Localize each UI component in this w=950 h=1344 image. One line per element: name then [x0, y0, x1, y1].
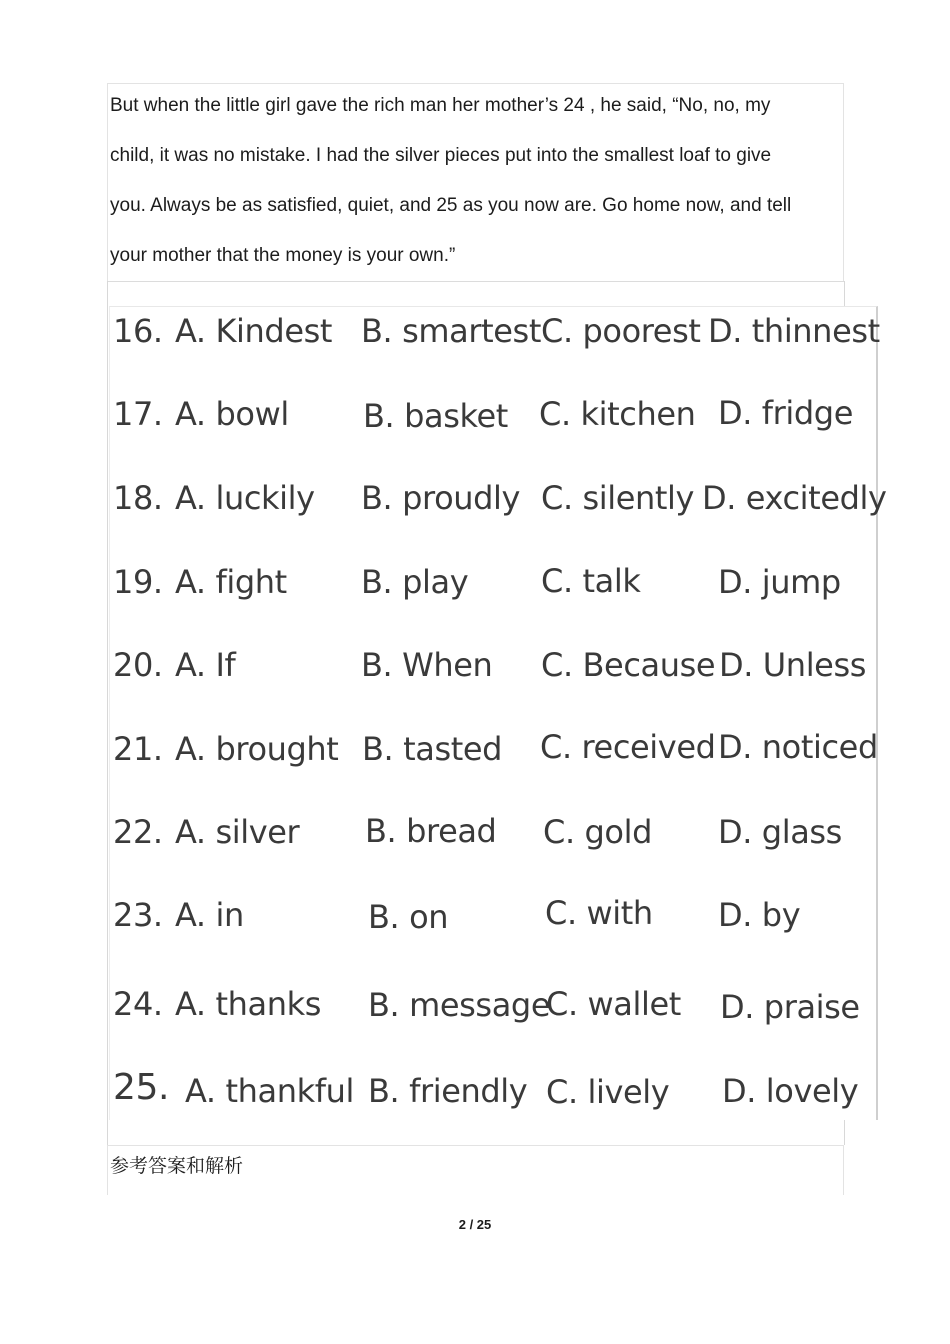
option-d: D. jump	[718, 563, 841, 601]
option-d: D. praise	[720, 988, 860, 1026]
question-number: 19.	[113, 563, 163, 601]
passage-line: child, it was no mistake. I had the silver pieces put into the smallest loaf to give	[110, 145, 772, 166]
option-c: C. gold	[543, 813, 652, 851]
option-a: A. If	[175, 646, 236, 684]
option-c: C. Because	[541, 646, 716, 684]
passage-line: your mother that the money is your own.”	[110, 245, 456, 266]
option-a: A. bowl	[175, 395, 289, 433]
option-a: A. thankful	[185, 1072, 354, 1110]
options-image	[109, 306, 887, 1120]
option-c: C. talk	[541, 562, 641, 600]
option-a: A. brought	[175, 730, 339, 768]
option-d: D. excitedly	[702, 479, 887, 517]
option-b: B. smartest	[361, 312, 541, 350]
passage-line: But when the little girl gave the rich man her mother’s 24 , he said, “No, no, my	[110, 95, 771, 116]
option-c: C. poorest	[541, 312, 701, 350]
option-d: D. by	[718, 896, 801, 934]
option-b: B. proudly	[361, 479, 521, 517]
answers-heading: 参考答案和解析	[110, 1155, 244, 1177]
option-a: A. thanks	[175, 985, 321, 1023]
option-c: C. wallet	[546, 985, 681, 1023]
passage-line: you. Always be as satisfied, quiet, and 25 as you now are. Go home now, and tell	[110, 195, 792, 216]
option-d: D. lovely	[722, 1072, 859, 1110]
option-c: C. kitchen	[539, 395, 696, 433]
option-c: C. silently	[541, 479, 695, 517]
option-d: D. thinnest	[708, 312, 880, 350]
option-d: D. noticed	[718, 728, 878, 766]
question-number: 21.	[113, 730, 163, 768]
option-a: A. fight	[175, 563, 287, 601]
option-c: C. with	[545, 894, 653, 932]
answers-box	[107, 1145, 844, 1195]
question-number: 17.	[113, 395, 163, 433]
option-b: B. bread	[365, 812, 497, 850]
question-number: 18.	[113, 479, 163, 517]
option-b: B. basket	[363, 397, 508, 435]
question-number: 16.	[113, 312, 163, 350]
option-a: A. in	[175, 896, 244, 934]
page-number: 2 / 25	[458, 1217, 492, 1232]
option-b: B. message	[368, 986, 551, 1024]
option-a: A. silver	[175, 813, 300, 851]
question-number: 24.	[113, 985, 163, 1023]
option-c: C. received	[540, 728, 716, 766]
option-d: D. fridge	[718, 394, 854, 432]
option-a: A. luckily	[175, 479, 315, 517]
option-c: C. lively	[546, 1073, 670, 1111]
option-b: B. play	[361, 563, 469, 601]
option-a: A. Kindest	[175, 312, 333, 350]
option-d: D. glass	[718, 813, 842, 851]
question-number: 23.	[113, 896, 163, 934]
option-d: D. Unless	[719, 646, 867, 684]
option-b: B. tasted	[362, 730, 503, 768]
option-b: B. friendly	[368, 1072, 528, 1110]
option-b: B. When	[361, 646, 493, 684]
option-b: B. on	[368, 898, 449, 936]
passage-box	[107, 83, 844, 281]
question-number: 20.	[113, 646, 163, 684]
question-number: 22.	[113, 813, 163, 851]
question-number: 25.	[113, 1067, 170, 1108]
